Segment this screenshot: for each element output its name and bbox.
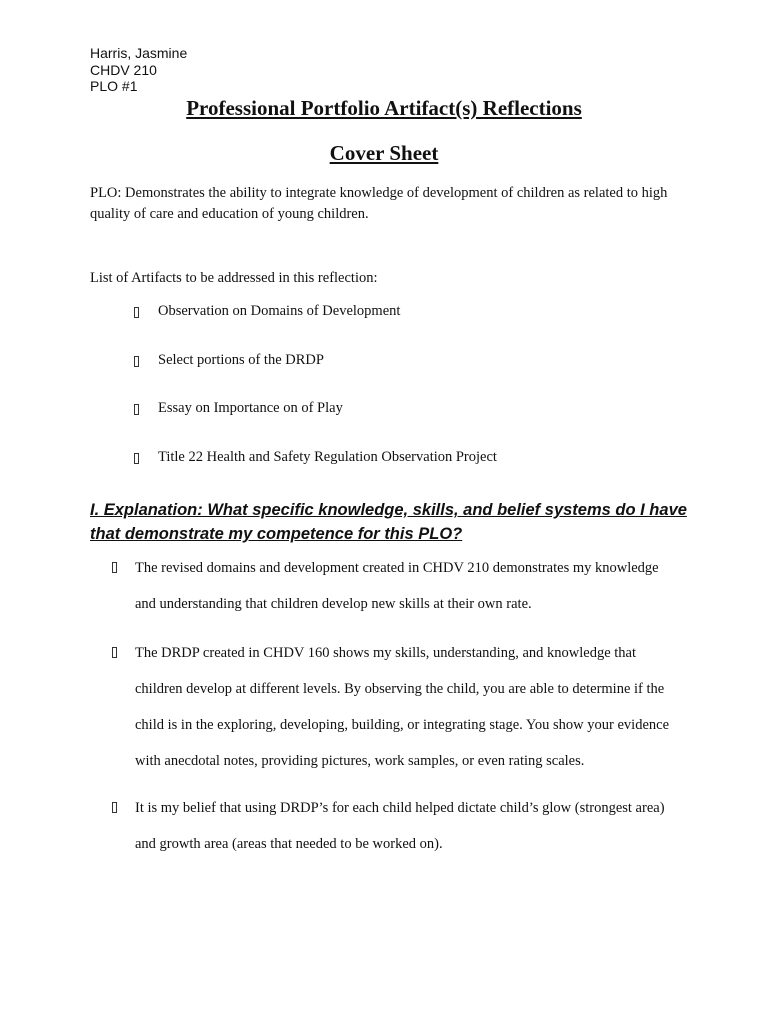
artifact-list-item [158, 449, 497, 466]
artifact-list-item [158, 352, 324, 369]
bullet-icon [112, 562, 117, 573]
bullet-icon [134, 404, 139, 415]
page-title: Professional Portfolio Artifact(s) Reflections [186, 96, 582, 120]
paragraph-text: The DRDP created in CHDV 160 shows my skills, understanding, and knowledge that children develop at different levels. By observing the child, you are able to determine if the child is in the exploring, developing, building, or integrating stage. You show your evidence with anecdotal notes, providing pictures, work samples, or even rating scales. [135, 645, 670, 769]
student-name: Harris, Jasmine [90, 45, 188, 61]
page-subtitle: Cover Sheet [329, 141, 439, 165]
artifact-label: Select portions of the DRDP [158, 352, 324, 368]
bullet-icon [134, 453, 139, 464]
artifacts-heading: List of Artifacts to be addressed in this reflection: [90, 270, 378, 286]
bullet-icon [112, 647, 117, 658]
explanation-paragraph [135, 635, 675, 779]
artifact-label: Essay on Importance on of Play [158, 400, 343, 416]
artifact-list-item [158, 303, 400, 320]
explanation-paragraph [135, 550, 675, 622]
bullet-icon [134, 307, 139, 318]
bullet-icon [112, 802, 117, 813]
paragraph-text: It is my belief that using DRDP’s for each child helped dictate child’s glow (strongest area) and growth area (areas that needed to be worked on). [135, 800, 665, 852]
section-heading [90, 498, 690, 546]
paragraph-text: The revised domains and development created in CHDV 210 demonstrates my knowledge and understanding that children develop new skills at their own rate. [135, 560, 659, 612]
bullet-icon [134, 356, 139, 367]
artifact-list-item [158, 400, 343, 417]
student-header [90, 45, 187, 95]
explanation-paragraph [135, 790, 675, 862]
artifact-label: Title 22 Health and Safety Regulation Observation Project [158, 449, 497, 465]
plo-number: PLO #1 [90, 78, 138, 94]
course-code: CHDV 210 [90, 61, 157, 78]
plo-statement: PLO: Demonstrates the ability to integrate knowledge of development of children as related to high quality of care and education of young children. [90, 185, 668, 222]
artifact-label: Observation on Domains of Development [158, 303, 401, 319]
section-heading-text: I. Explanation: What specific knowledge, skills, and belief systems do I have that demonstrate my competence for this PLO? [90, 501, 687, 543]
